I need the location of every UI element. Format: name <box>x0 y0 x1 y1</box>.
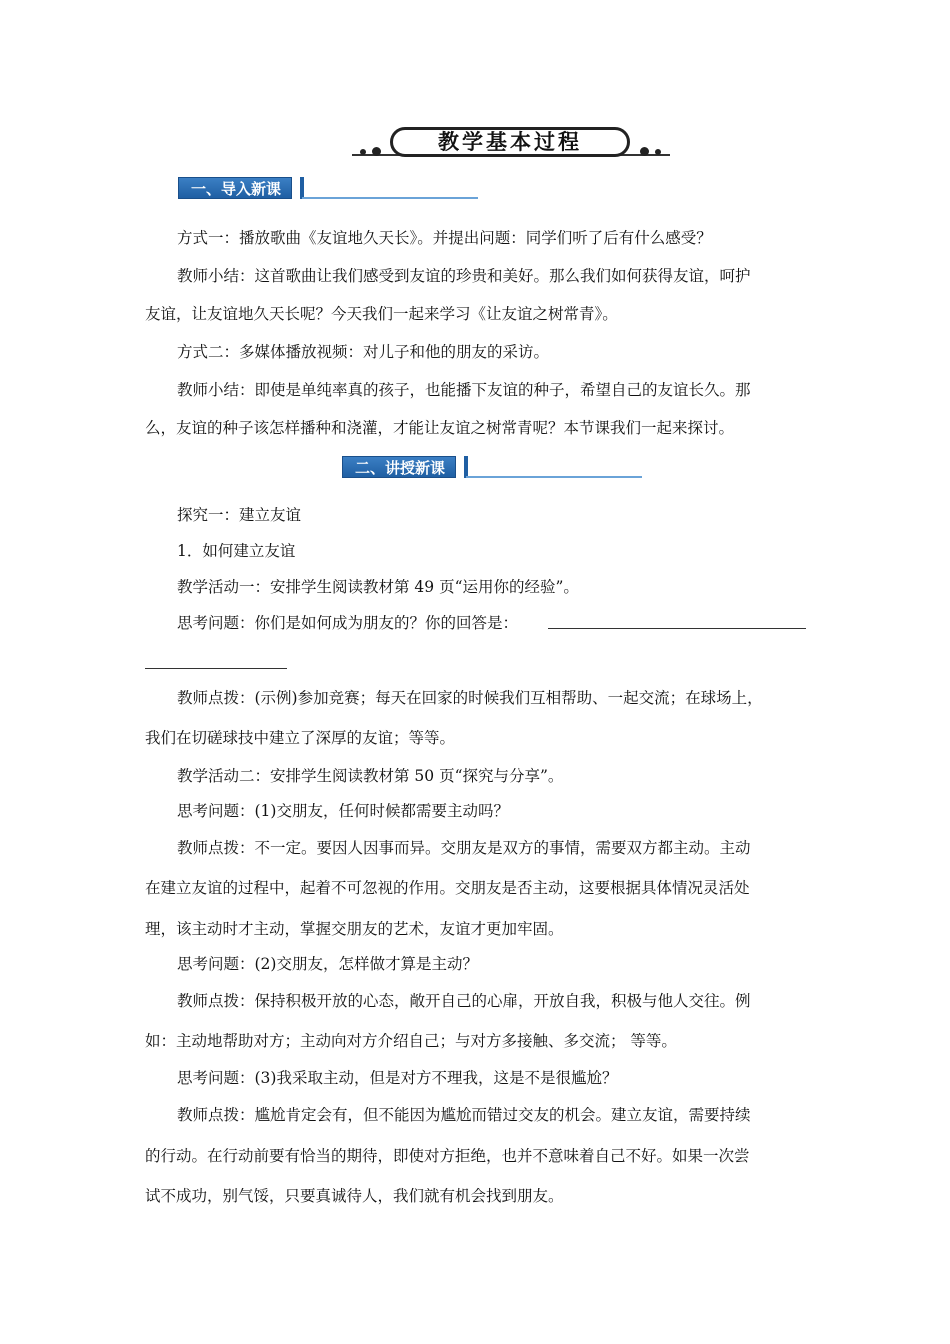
paragraph-line: 理，该主动时才主动，掌握交朋友的艺术，友谊才更加牢固。 <box>145 920 564 938</box>
paragraph-line: 的行动。在行动前要有恰当的期待，即使对方拒绝，也并不意味着自己不好。如果一次尝 <box>145 1147 750 1165</box>
paragraph-line: 么，友谊的种子该怎样播种和浇灌，才能让友谊之树常青呢？本节课我们一起来探讨。 <box>145 419 735 437</box>
lesson-process-banner <box>352 122 670 164</box>
banner-dot-right-small <box>655 149 661 155</box>
section-bar <box>300 177 304 199</box>
paragraph-line: 方式二：多媒体播放视频：对儿子和他的朋友的采访。 <box>177 343 550 361</box>
paragraph-line: 1．如何建立友谊 <box>177 542 296 560</box>
banner-dot-left <box>372 147 381 156</box>
banner-dot-right <box>640 147 649 156</box>
section-header-new-lesson <box>342 456 642 482</box>
paragraph-line: 在建立友谊的过程中，起着不可忽视的作用。交朋友是否主动，这要根据具体情况灵活处 <box>145 879 750 897</box>
paragraph-line: 友谊，让友谊地久天长呢？今天我们一起来学习《让友谊之树常青》。 <box>145 305 618 323</box>
paragraph-line: 思考问题：你们是如何成为朋友的？你的回答是： <box>177 614 519 632</box>
paragraph-line: 我们在切磋球技中建立了深厚的友谊；等等。 <box>145 729 456 747</box>
paragraph-line: 思考问题：(1)交朋友，任何时候都需要主动吗？ <box>177 802 509 820</box>
banner-title: 教学基本过程 <box>438 130 582 154</box>
paragraph-line: 教师小结：这首歌曲让我们感受到友谊的珍贵和美好。那么我们如何获得友谊，呵护 <box>177 267 751 285</box>
paragraph-line: 教师小结：即使是单纯率真的孩子，也能播下友谊的种子，希望自己的友谊长久。那 <box>177 381 751 399</box>
paragraph-line: 教师点拨：(示例)参加竞赛；每天在回家的时候我们互相帮助、一起交流；在球场上， <box>177 689 763 707</box>
paragraph-line: 教师点拨：不一定。要因人因事而异。交朋友是双方的事情，需要双方都主动。主动 <box>177 839 751 857</box>
paragraph-line: 思考问题：(3)我采取主动，但是对方不理我，这是不是很尴尬？ <box>177 1069 618 1087</box>
paragraph-line: 教师点拨：尴尬肯定会有，但不能因为尴尬而错过交友的机会。建立友谊，需要持续 <box>177 1106 751 1124</box>
paragraph-line: 思考问题：(2)交朋友，怎样做才算是主动？ <box>177 955 478 973</box>
paragraph-line: 教学活动一：安排学生阅读教材第 49 页“运用你的经验”。 <box>177 578 579 596</box>
paragraph-line: 教师点拨：保持积极开放的心态，敞开自己的心扉，开放自我，积极与他人交往。例 <box>177 992 751 1010</box>
answer-blank-line <box>548 628 806 629</box>
banner-dot-left-small <box>360 149 366 155</box>
paragraph-line: 方式一：播放歌曲《友谊地久天长》。并提出问题：同学们听了后有什么感受？ <box>177 229 712 247</box>
section-underline <box>466 476 642 478</box>
paragraph-line: 如：主动地帮助对方；主动向对方介绍自己；与对方多接触、多交流； 等等。 <box>145 1032 677 1050</box>
paragraph-line: 试不成功，别气馁，只要真诚待人，我们就有机会找到朋友。 <box>145 1187 564 1205</box>
section-underline <box>302 197 478 199</box>
section-header-intro <box>178 177 478 203</box>
section-bar <box>464 456 468 478</box>
answer-blank-line <box>145 668 287 669</box>
paragraph-line: 教学活动二：安排学生阅读教材第 50 页“探究与分享”。 <box>177 767 564 785</box>
section-label: 一、导入新课 <box>178 177 292 199</box>
paragraph-line: 探究一：建立友谊 <box>177 506 302 524</box>
section-label: 二、讲授新课 <box>342 456 456 478</box>
